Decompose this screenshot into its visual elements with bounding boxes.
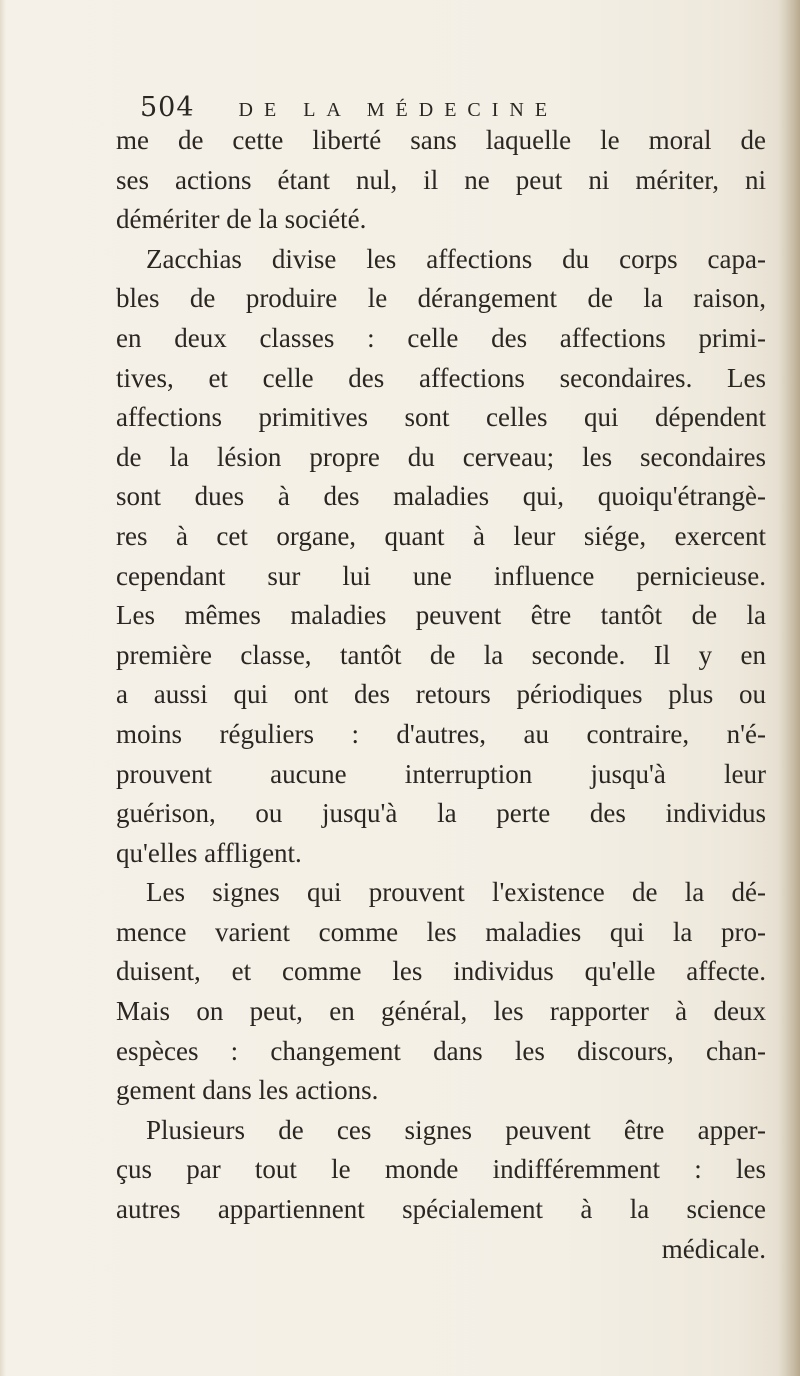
text-line: Plusieurs de ces signes peuvent être apper- [146,1114,766,1145]
page-number: 504 [140,92,195,123]
text-line: en deux classes : celle des affections primi- [116,322,766,353]
text-line: me de cette liberté sans laquelle le moral de [116,125,766,155]
text-line: bles de produire le dérangement de la raison, [116,283,766,314]
text-line: affections primitives sont celles qui dépendent [116,402,766,433]
text-line: Mais on peut, en général, les rapporter à deux [116,996,766,1027]
text-line: gement dans les actions. [116,1075,379,1106]
text-line: guérison, ou jusqu'à la perte des individus [116,798,766,829]
text-line: espèces : changement dans les discours, chan- [116,1035,766,1066]
page-edge [778,0,800,1376]
text-line: Les signes qui prouvent l'existence de la dé- [146,877,766,908]
text-line: mence varient comme les maladies qui la pro- [116,916,766,947]
text-line: autres appartiennent spécialement à la science [116,1194,766,1225]
text-line: moins réguliers : d'autres, au contraire, n'é- [116,718,766,749]
text-line: Les mêmes maladies peuvent être tantôt de la [116,600,766,631]
text-line: cependant sur lui une influence pernicieuse. [116,560,766,591]
text-line: res à cet organe, quant à leur siége, exercent [116,520,766,551]
text-line: médicale. [661,1233,766,1264]
text-line: ses actions étant nul, il ne peut ni mériter, ni [116,164,766,195]
body-text [116,121,766,1269]
running-head: DE LA MÉDECINE [238,99,559,121]
text-line: de la lésion propre du cerveau; les secondaires [116,441,766,472]
gutter-shadow [0,0,6,1376]
text-line: çus par tout le monde indifféremment : les [116,1154,766,1185]
text-line: tives, et celle des affections secondaires. Les [116,362,766,393]
text-line: duisent, et comme les individus qu'elle affecte. [116,956,766,987]
text-line: prouvent aucune interruption jusqu'à leur [116,758,766,789]
text-line: démériter de la société. [116,204,367,235]
text-line: sont dues à des maladies qui, quoiqu'étrangè- [116,481,766,512]
text-line: a aussi qui ont des retours périodiques plus ou [116,679,766,710]
text-line: qu'elles affligent. [116,837,302,868]
text-line: Zacchias divise les affections du corps capa- [146,243,766,274]
text-line: première classe, tantôt de la seconde. Il y en [116,639,766,670]
